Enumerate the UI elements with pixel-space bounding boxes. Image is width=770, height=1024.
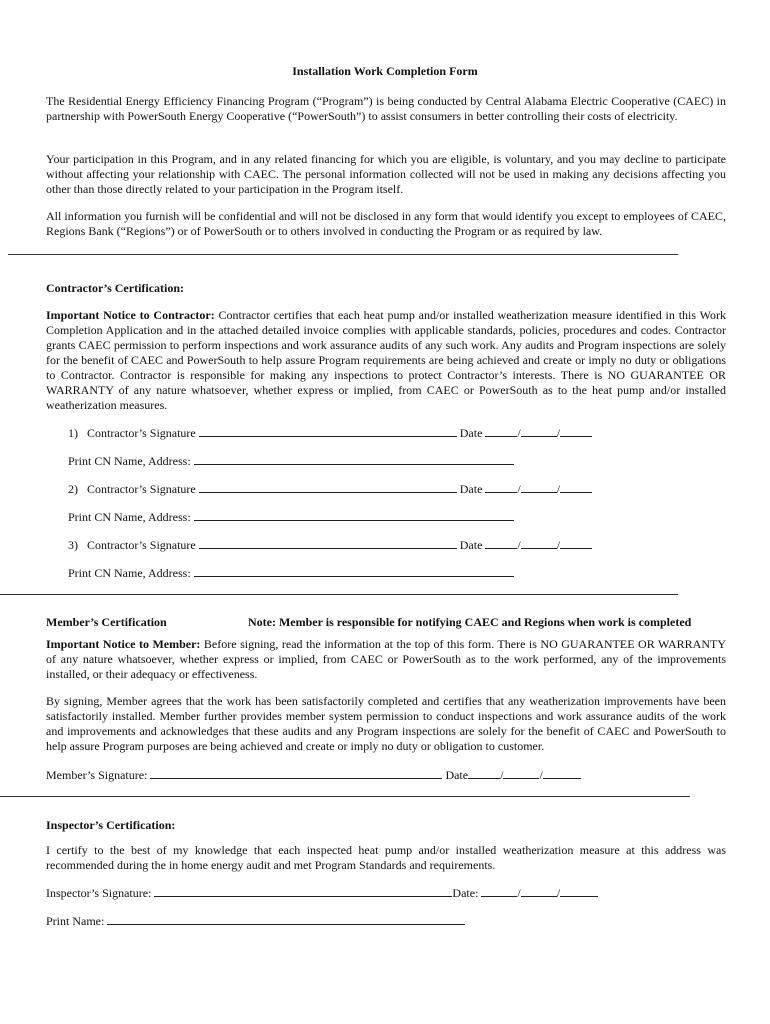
section-divider [0, 796, 690, 797]
intro-paragraph-2: Your participation in this Program, and in any related financing for which you are eligible, is voluntary, and you may decline to participate without affecting your relationship with CAEC. The personal information collected will not be used in making any decisions affecting you other than those directly related to your participation in the Program itself. [46, 152, 726, 196]
print-name-label: Print CN Name, Address: [68, 566, 191, 580]
date-label: Date [459, 538, 483, 552]
date-label: Date: [452, 886, 479, 900]
section-divider [8, 254, 678, 255]
inspector-signature-field[interactable] [154, 885, 452, 897]
contractor-print-row-2 [68, 509, 514, 525]
date-month-field[interactable] [481, 885, 517, 897]
entry-number: 2) [68, 482, 78, 496]
print-name-address-field[interactable] [194, 509, 514, 521]
date-label: Date [445, 768, 469, 782]
inspector-print-name-field[interactable] [107, 913, 465, 925]
date-month-field[interactable] [468, 767, 500, 779]
inspector-statement: I certify to the best of my knowledge that each inspected heat pump and/or installed weatherization measure at this address was recommended during the in home energy audit and met Program Standards and requirements. [46, 843, 726, 872]
contractor-notice-label: Important Notice to Contractor: [46, 308, 215, 322]
date-day-field[interactable] [521, 537, 557, 549]
form-title: Installation Work Completion Form [292, 64, 478, 78]
contractor-signature-field[interactable] [199, 481, 457, 493]
member-heading: Member’s Certification [46, 615, 167, 629]
contractor-notice [46, 308, 726, 413]
contractor-print-row-3 [68, 565, 514, 581]
contractor-notice-text: Contractor certifies that each heat pump and/or installed weatherization measure identified in this Work Completion Application and in the attached detailed invoice complies with applicable standards, policies, procedures and codes. Contractor grants CAEC permission to perform inspections and work assurance audits of any such work. Any audits and Program inspections are solely for the benefit of CAEC and PowerSouth to help assure Program requirements are being achieved and create or imply no duty or obligations to Contractor. Contractor is responsible for making any inspections to protect Contractor’s interests. There is NO GUARANTEE OR WARRANTY of any nature whatsoever, whether express or implied, from CAEC or PowerSouth as to the heat pump and/or installed weatherization measures. [46, 308, 726, 412]
date-month-field[interactable] [485, 425, 517, 437]
member-notice-text: Before signing, read the information at the top of this form. There is NO GUARANTEE OR WARRANTY of any nature whatsoever, whether express or implied, from CAEC or PowerSouth as to the work performed, any of the improvements installed, or their adequacy or effectiveness. [46, 637, 726, 681]
member-signature-field[interactable] [150, 767, 442, 779]
date-year-field[interactable] [543, 767, 581, 779]
date-label: Date [459, 482, 483, 496]
member-notice [46, 637, 726, 682]
inspector-signature-label: Inspector’s Signature: [46, 886, 152, 900]
inspector-heading: Inspector’s Certification: [46, 818, 176, 832]
section-divider [0, 594, 678, 595]
inspector-print-row [46, 913, 465, 929]
contractor-signature-label: Contractor’s Signature [87, 426, 196, 440]
contractor-signature-field[interactable] [199, 425, 457, 437]
contractor-signature-row-2: 2) Contractor’s Signature Date / / [68, 481, 592, 497]
date-year-field[interactable] [560, 425, 592, 437]
date-month-field[interactable] [485, 481, 517, 493]
print-name-address-field[interactable] [194, 453, 514, 465]
date-day-field[interactable] [521, 885, 557, 897]
date-day-field[interactable] [503, 767, 539, 779]
member-signature-row: Member’s Signature: Date / / [46, 767, 581, 783]
date-year-field[interactable] [560, 481, 592, 493]
member-note: Note: Member is responsible for notifying CAEC and Regions when work is completed [248, 615, 692, 629]
member-agreement: By signing, Member agrees that the work has been satisfactorily completed and certifies that any weatherization improvements have been satisfactorily installed. Member further provides member system permission to conduct inspections and work assurance audits of the work and improvements and acknowledges that these audits and any Program inspections are solely for the benefit of CAEC and PowerSouth to help assure Program purposes are being achieved and create or imply no duty or obligation to customer. [46, 694, 726, 753]
contractor-signature-row-1: 1) Contractor’s Signature Date / / [68, 425, 592, 441]
contractor-signature-label: Contractor’s Signature [87, 538, 196, 552]
entry-number: 3) [68, 538, 78, 552]
contractor-heading: Contractor’s Certification: [46, 281, 185, 295]
print-name-label: Print CN Name, Address: [68, 454, 191, 468]
date-month-field[interactable] [485, 537, 517, 549]
date-day-field[interactable] [521, 425, 557, 437]
date-year-field[interactable] [560, 537, 592, 549]
intro-paragraph-1: The Residential Energy Efficiency Financing Program (“Program”) is being conducted by Central Alabama Electric Cooperative (CAEC) in partnership with PowerSouth Energy Cooperative (“PowerSouth”) to assist consumers in better controlling their costs of electricity. [46, 94, 726, 123]
member-signature-label: Member’s Signature: [46, 768, 148, 782]
print-name-label: Print Name: [46, 914, 105, 928]
date-year-field[interactable] [560, 885, 598, 897]
date-label: Date [459, 426, 483, 440]
contractor-print-row-1 [68, 453, 514, 469]
contractor-signature-row-3: 3) Contractor’s Signature Date / / [68, 537, 592, 553]
inspector-signature-row: Inspector’s Signature: Date: / / [46, 885, 598, 901]
entry-number: 1) [68, 426, 78, 440]
intro-paragraph-3: All information you furnish will be confidential and will not be disclosed in any form that would identify you except to employees of CAEC, Regions Bank (“Regions”) or of PowerSouth or to others involved in conducting the Program or as required by law. [46, 209, 726, 238]
member-notice-label: Important Notice to Member: [46, 637, 201, 651]
contractor-signature-field[interactable] [199, 537, 457, 549]
date-day-field[interactable] [521, 481, 557, 493]
print-name-label: Print CN Name, Address: [68, 510, 191, 524]
contractor-signature-label: Contractor’s Signature [87, 482, 196, 496]
print-name-address-field[interactable] [194, 565, 514, 577]
